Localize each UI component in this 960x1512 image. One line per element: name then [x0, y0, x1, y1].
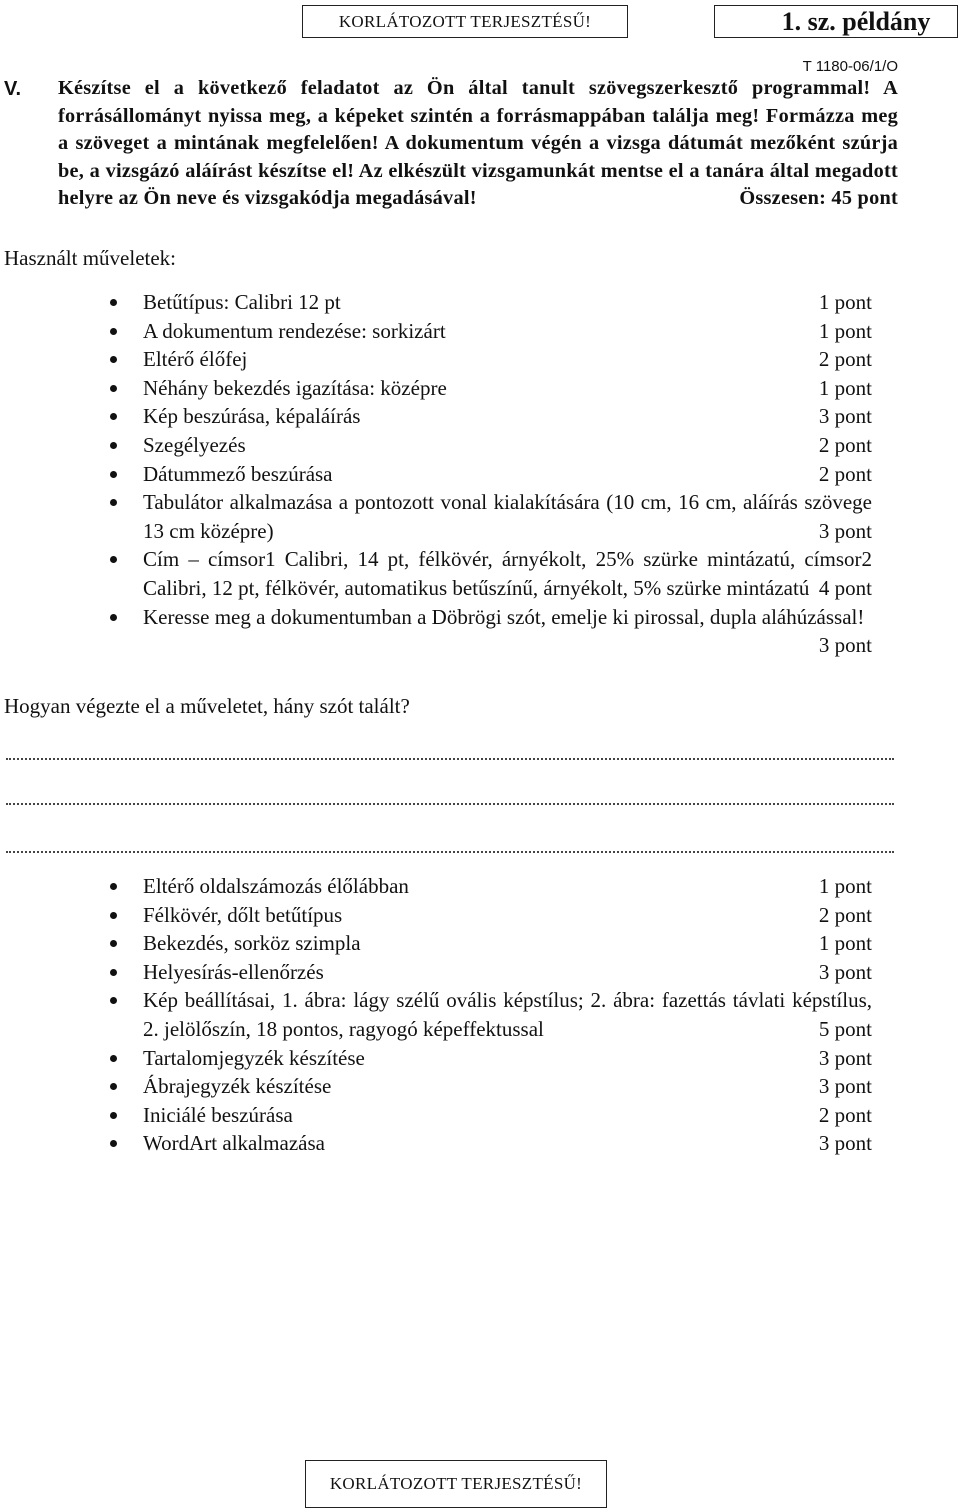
list-item — [0, 545, 900, 602]
list-item — [0, 901, 900, 930]
item-text: A dokumentum rendezése: sorkizárt — [143, 318, 446, 343]
bullet-icon — [110, 1083, 117, 1090]
item-points: 2 pont — [818, 347, 872, 372]
answer-dotted-line[interactable] — [6, 851, 894, 853]
total-points: Összesen: 45 pont — [739, 187, 898, 209]
item-points: 1 pont — [818, 318, 872, 343]
item-text: Néhány bekezdés igazítása: középre — [143, 375, 447, 400]
bullet-icon — [110, 556, 117, 563]
item-points: 5 pont — [818, 1016, 872, 1041]
item-text: Tabulátor alkalmazása a pontozott vonal kialakítására (10 cm, 16 cm, aláírás szövege 13 cm középre) — [143, 490, 872, 543]
item-text: Tartalomjegyzék készítése — [143, 1045, 365, 1070]
operations-list-2 — [0, 872, 900, 1158]
bullet-icon — [110, 940, 117, 947]
bullet-icon — [110, 499, 117, 506]
item-points: 1 pont — [818, 290, 872, 314]
item-text: Ábrajegyzék készítése — [143, 1074, 332, 1099]
bullet-icon — [110, 1112, 117, 1119]
item-points: 4 pont — [818, 575, 872, 600]
item-points: 1 pont — [818, 931, 872, 956]
item-points: 3 pont — [818, 1045, 872, 1070]
item-points: 2 pont — [818, 432, 872, 457]
list-item — [0, 1072, 900, 1101]
bullet-icon — [110, 969, 117, 976]
item-text: Szegélyezés — [143, 432, 246, 457]
list-item — [0, 958, 900, 987]
list-item — [0, 1044, 900, 1073]
list-item — [0, 374, 900, 403]
list-item — [0, 460, 900, 489]
item-text: Kép beszúrása, képaláírás — [143, 404, 361, 429]
item-text: Bekezdés, sorköz szimpla — [143, 931, 361, 956]
item-points: 3 pont — [818, 518, 872, 543]
item-text: Betűtípus: Calibri 12 pt — [143, 290, 341, 314]
item-text: Kép beállításai, 1. ábra: lágy szélű ovális képstílus; 2. ábra: fazettás távlati képstílus, 2. jelölőszín, 18 pontos, ragyogó képeffektussal — [143, 988, 872, 1041]
list-item — [0, 603, 900, 658]
list-item — [0, 1129, 900, 1158]
item-points: 3 pont — [818, 633, 872, 658]
item-text: Dátummező beszúrása — [143, 461, 333, 486]
item-text: Eltérő oldalszámozás élőlábban — [143, 874, 409, 898]
item-points: 3 pont — [818, 404, 872, 429]
item-text: Iniciálé beszúrása — [143, 1102, 293, 1127]
bullet-icon — [110, 912, 117, 919]
item-text: Keresse meg a dokumentumban a Döbrögi szót, emelje ki pirossal, dupla aláhúzással! — [143, 604, 865, 629]
task-number: V. — [4, 78, 22, 100]
list-item — [0, 402, 900, 431]
bullet-icon — [110, 356, 117, 363]
bullet-icon — [110, 1140, 117, 1147]
restricted-distribution-label-bottom — [305, 1460, 607, 1508]
bullet-icon — [110, 413, 117, 420]
bullet-icon — [110, 299, 117, 306]
answer-dotted-line[interactable] — [6, 758, 894, 760]
restricted-text-top: KORLÁTOZOTT TERJESZTÉSŰ! — [338, 11, 592, 31]
answer-dotted-line[interactable] — [6, 803, 894, 805]
bullet-icon — [110, 1055, 117, 1062]
bullet-icon — [110, 471, 117, 478]
list-item — [0, 317, 900, 346]
item-points: 3 pont — [818, 959, 872, 984]
item-points: 3 pont — [818, 1074, 872, 1099]
list-item — [0, 1101, 900, 1130]
operations-list-1 — [0, 288, 900, 660]
bullet-icon — [110, 883, 117, 890]
copy-number-text: 1. sz. példány — [781, 6, 931, 36]
item-text: Helyesírás-ellenőrzés — [143, 959, 324, 984]
item-text: Félkövér, dőlt betűtípus — [143, 902, 343, 927]
list-item — [0, 488, 900, 545]
question-text: Hogyan végezte el a műveletet, hány szót talált? — [4, 694, 410, 718]
list-item — [0, 929, 900, 958]
item-text: WordArt alkalmazása — [143, 1131, 325, 1156]
bullet-icon — [110, 442, 117, 449]
bullet-icon — [110, 614, 117, 621]
item-points: 2 pont — [818, 902, 872, 927]
list-item — [0, 986, 900, 1043]
item-points: 1 pont — [818, 874, 872, 898]
item-text: Cím – címsor1 Calibri, 14 pt, félkövér, árnyékolt, 25% szürke mintázatú, címsor2 Calibri, 12 pt, félkövér, automatikus betűszínű, árnyékolt, 5% szürke mintázatú — [143, 547, 872, 600]
item-text: Eltérő élőfej — [143, 347, 248, 372]
task-instructions: Készítse el a következő feladatot az Ön által tanult szövegszerkesztő programmal! A forrásállományt nyissa meg, a képeket szintén a forrásmappában találja meg! Formázza meg a szöveget a mintának megfelelően! A dokumentum végén a vizsga dátumát mezőként szúrja be, a vizsgázó aláírást készítse el! Az elkészült vizsgamunkát mentse el a tanára által megadott helyre az Ön neve és vizsgakódja megadásával! — [58, 77, 898, 209]
bullet-icon — [110, 328, 117, 335]
item-points: 3 pont — [818, 1131, 872, 1156]
bullet-icon — [110, 997, 117, 1004]
list-item — [0, 872, 900, 901]
bullet-icon — [110, 385, 117, 392]
used-operations-heading: Használt műveletek: — [4, 246, 177, 270]
item-points: 1 pont — [818, 375, 872, 400]
list-item — [0, 345, 900, 374]
item-points: 2 pont — [818, 1102, 872, 1127]
copy-number-box — [714, 5, 958, 38]
list-item — [0, 288, 900, 317]
restricted-text-bottom: KORLÁTOZOTT TERJESZTÉSŰ! — [329, 1474, 583, 1493]
list-item — [0, 431, 900, 460]
restricted-distribution-label-top — [302, 5, 628, 38]
document-code: T 1180-06/1/O — [802, 58, 898, 75]
task-description — [58, 75, 898, 213]
item-points: 2 pont — [818, 461, 872, 486]
